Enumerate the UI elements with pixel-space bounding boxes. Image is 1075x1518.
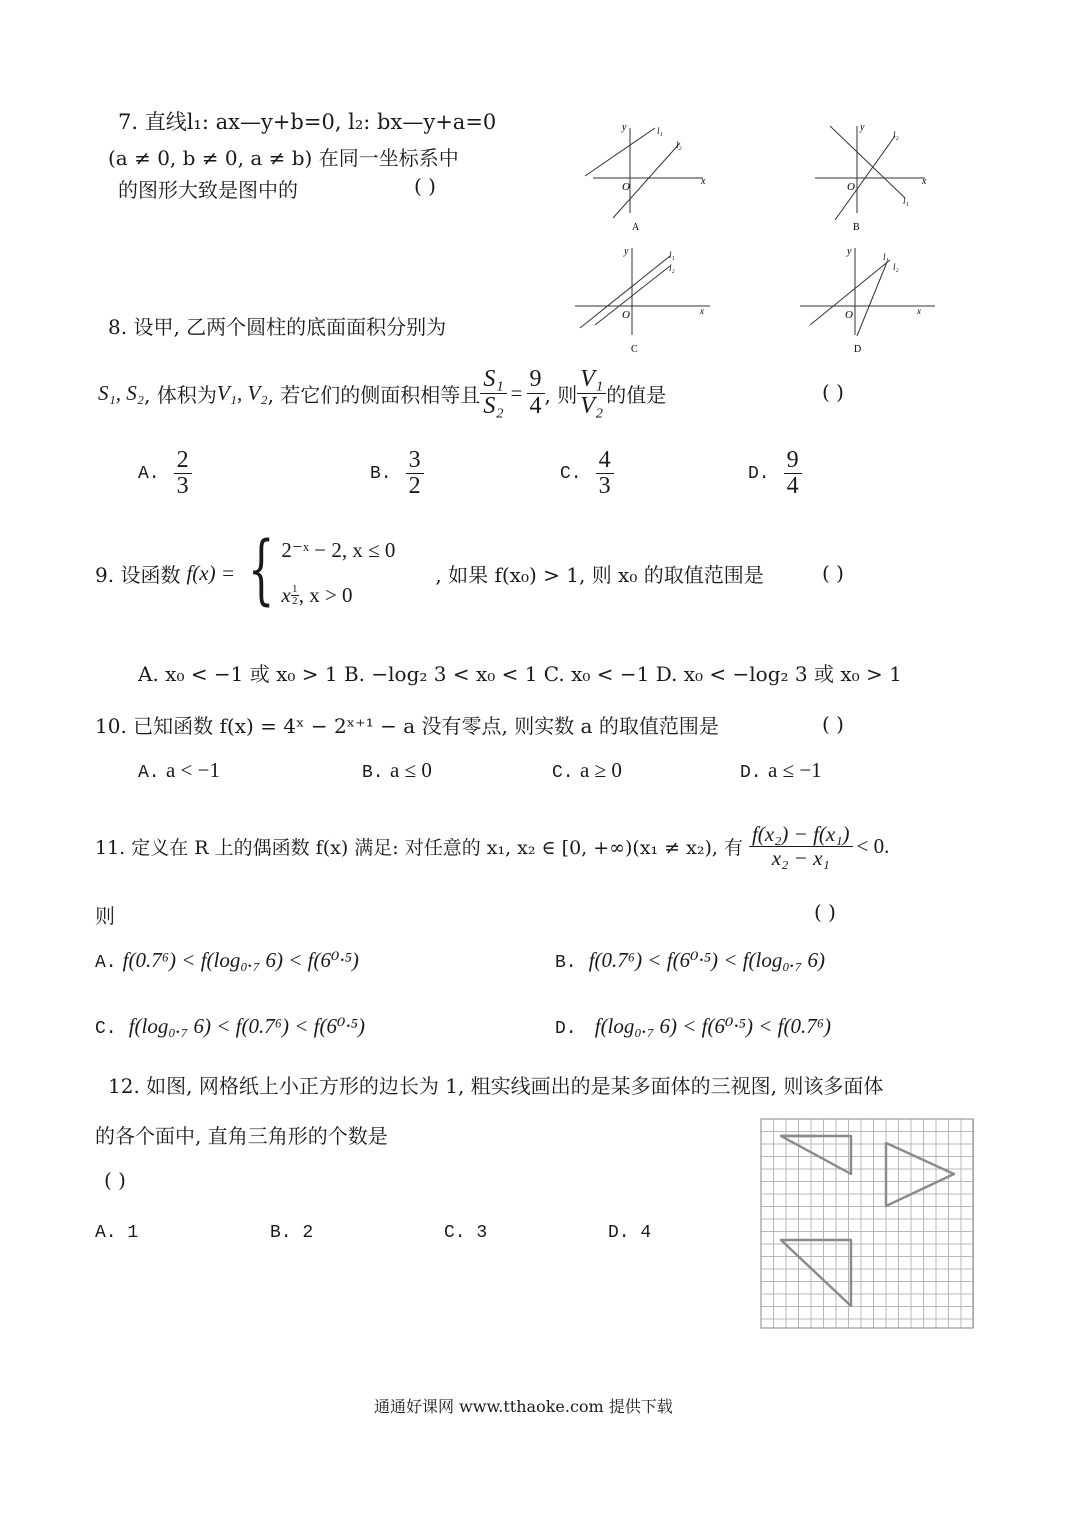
- q11-option-c[interactable]: C. f(log₀.₇ 6) < f(0.7⁶) < f(6⁰·⁵): [95, 1014, 365, 1039]
- figure-d-origin: O: [845, 309, 853, 321]
- q11-line: 11. 定义在 R 上的偶函数 f(x) 满足: 对任意的 x₁, x₂ ∈ [0, +∞)(x₁ ≠ x₂), 有 $\frac{\text{f(x₂) − f(x₁)}}{\text{x₂ − x₁}}$ < 0.: [95, 822, 890, 870]
- q10-option-d[interactable]: D. a ≤ −1: [740, 758, 822, 783]
- q7-line2: (a ≠ 0, b ≠ 0, a ≠ b) 在同一坐标系中: [108, 146, 459, 170]
- q9-answer-paren: ( ): [822, 561, 844, 585]
- q12-option-b[interactable]: B. 2: [270, 1223, 314, 1243]
- figure-a-letter: A: [632, 222, 640, 233]
- figure-c-letter: C: [631, 344, 638, 355]
- q12-line1: 12. 如图, 网格纸上小正方形的边长为 1, 粗实线画出的是某多面体的三视图, 则该多面体: [108, 1074, 884, 1098]
- q10-option-c[interactable]: C. a ≥ 0: [552, 758, 622, 783]
- figure-b-x-label: x: [922, 176, 927, 187]
- figure-c-origin: O: [622, 309, 630, 321]
- q7-figure-a: [575, 118, 715, 236]
- q12-line2: 的各个面中, 直角三角形的个数是: [95, 1124, 388, 1148]
- q9-line: [95, 526, 764, 620]
- figure-b-l1-label: l₁: [903, 196, 909, 206]
- q8-option-b[interactable]: B. $\frac{3}{2}$: [370, 448, 424, 499]
- figure-d-line-l2: [857, 262, 887, 336]
- q7-figure-d: [795, 240, 940, 358]
- q10-answer-paren: ( ): [822, 712, 844, 736]
- figure-d-l2-label: l₂: [893, 262, 899, 272]
- q8-vol-text: , 体积为: [144, 382, 217, 407]
- q8-cond-text: , 若它们的侧面积相等且: [267, 382, 481, 407]
- q12-option-a[interactable]: A. 1: [95, 1223, 139, 1243]
- figure-a-line-l1: [585, 128, 655, 176]
- top-view-shape: [781, 1240, 851, 1306]
- figure-b-letter: B: [853, 222, 860, 233]
- q10-option-a[interactable]: A. a < −1: [138, 758, 220, 783]
- figure-a-y-label: y: [622, 122, 627, 133]
- q9-options[interactable]: A. x₀ < −1 或 x₀ > 1 B. −log₂ 3 < x₀ < 1 C. x₀ < −1 D. x₀ < −log₂ 3 或 x₀ > 1: [138, 662, 902, 686]
- figure-c-y-label: y: [624, 246, 629, 257]
- q8-ratio-s: $\frac{\text{S₁}}{\text{S₂}}$: [480, 367, 506, 418]
- figure-a-l2-label: l₂: [676, 140, 682, 150]
- q10-option-b[interactable]: B. a ≤ 0: [362, 758, 432, 783]
- q9-fx: f(x) =: [186, 560, 236, 585]
- q7-answer-paren: ( ): [414, 174, 436, 198]
- q8-option-c[interactable]: C. $\frac{4}{3}$: [560, 448, 614, 499]
- q11-then: 则: [95, 904, 115, 928]
- q7-line3: 的图形大致是图中的: [118, 178, 298, 202]
- figure-d-letter: D: [854, 344, 862, 355]
- q11-difference-quotient: $\frac{\text{f(x₂) − f(x₁)}}{\text{x₂ − x₁}}$: [749, 823, 853, 868]
- q12-answer-paren: ( ): [104, 1168, 126, 1192]
- q7-figure-b: [795, 118, 935, 236]
- figure-d-x-label: x: [917, 306, 921, 316]
- page-footer: 通通好课网 www.tthaoke.com 提供下载: [374, 1397, 673, 1416]
- front-view-triangle: [781, 1136, 851, 1174]
- figure-a-l1-label: l₁: [657, 126, 663, 136]
- figure-b-l2-label: l₂: [893, 130, 899, 140]
- figure-c-l1-label: l₁: [669, 250, 675, 260]
- side-view-triangle: [886, 1143, 954, 1206]
- q9-condition: , 如果 f(x₀) > 1, 则 x₀ 的取值范围是: [435, 562, 764, 587]
- figure-d-y-label: y: [847, 246, 852, 257]
- q9-cases: 2⁻ˣ − 2, x ≤ 0 x $^{\frac{1}{2}}$ , x > 0: [281, 538, 396, 607]
- q11-answer-paren: ( ): [814, 900, 836, 924]
- figure-d-l1-label: l₁: [883, 252, 889, 262]
- q8-s-vars: S₁, S₂: [98, 380, 145, 405]
- q12-option-c[interactable]: C. 3: [444, 1223, 488, 1243]
- q8-v-vars: V₁, V₂: [216, 380, 268, 405]
- figure-c-x-label: x: [700, 306, 704, 316]
- figure-a-origin: O: [622, 181, 630, 193]
- q8-line2: S₁, S₂ , 体积为 V₁, V₂ , 若它们的侧面积相等且 $\frac{\text{S₁}}{\text{S₂}}$ = $\frac{9}{4}$ , 则 $\frac{\text{V₁}}{\text{V₂}}$ 的值是: [98, 366, 667, 419]
- q7-line1: 7. 直线l₁: ax—y+b=0, l₂: bx—y+a=0: [118, 110, 497, 134]
- q9-prefix: 9. 设函数: [95, 562, 181, 587]
- figure-a-x-label: x: [701, 176, 706, 187]
- q8-ratio-value: $\frac{9}{4}$: [527, 367, 545, 418]
- figure-b-y-label: y: [860, 122, 865, 133]
- q8-answer-paren: ( ): [822, 380, 844, 404]
- q8-ratio-v: $\frac{\text{V₁}}{\text{V₂}}$: [577, 367, 606, 418]
- q11-option-b[interactable]: B. f(0.7⁶) < f(6⁰·⁵) < f(log₀.₇ 6): [555, 948, 825, 973]
- q8-line1: 8. 设甲, 乙两个圆柱的底面面积分别为: [108, 315, 447, 339]
- q11-option-a[interactable]: A. f(0.7⁶) < f(log₀.₇ 6) < f(6⁰·⁵): [95, 948, 359, 973]
- q7-figure-c: [570, 240, 715, 358]
- q12-three-view-grid-figure: [760, 1118, 975, 1330]
- q10-line: 10. 已知函数 f(x) = 4ˣ − 2ˣ⁺¹ − a 没有零点, 则实数 a 的取值范围是: [95, 714, 719, 738]
- q8-option-d[interactable]: D. $\frac{9}{4}$: [748, 448, 802, 499]
- figure-c-l2-label: l₂: [669, 263, 675, 273]
- figure-b-origin: O: [847, 181, 855, 193]
- q9-brace: {: [247, 524, 275, 613]
- q12-option-d[interactable]: D. 4: [608, 1223, 652, 1243]
- q8-option-a[interactable]: A. $\frac{2}{3}$: [138, 448, 192, 499]
- q11-option-d[interactable]: D. f(log₀.₇ 6) < f(6⁰·⁵) < f(0.7⁶): [555, 1014, 831, 1039]
